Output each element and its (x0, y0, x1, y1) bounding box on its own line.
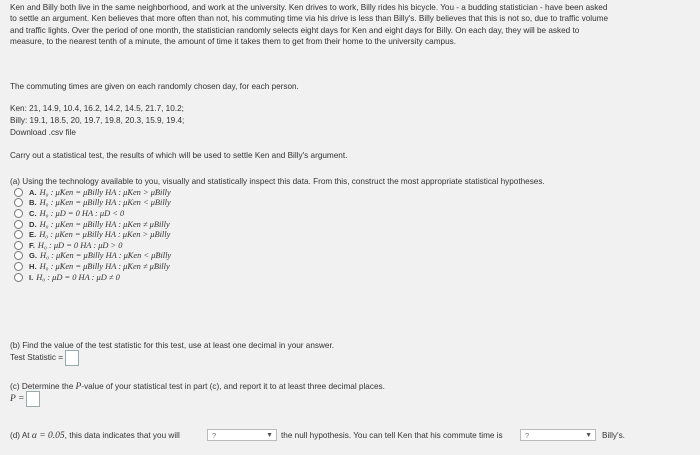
part-d-post: Billy's. (602, 431, 625, 440)
option-g-letter: G. (29, 251, 38, 261)
test-statistic-input[interactable] (65, 350, 79, 366)
option-i-letter: I. (29, 272, 34, 282)
option-a[interactable] (14, 187, 171, 198)
option-h[interactable] (14, 261, 171, 272)
option-i-text: H₀ : μD = 0 HA : μD ≠ 0 (36, 272, 120, 282)
reject-select-value: ? (212, 431, 217, 440)
p-value-label: P = (10, 394, 25, 405)
radio-d[interactable] (14, 220, 23, 229)
option-e-text: H₀ : μKen = μBilly HA : μKen > μBilly (39, 230, 171, 240)
part-c-p-variable: P (75, 382, 82, 392)
option-e[interactable] (14, 229, 171, 240)
option-f-letter: F. (29, 240, 35, 250)
option-h-letter: H. (29, 261, 37, 271)
option-f-text: H₀ : μD = 0 HA : μD > 0 (37, 240, 123, 250)
option-d[interactable] (14, 219, 171, 230)
test-statistic-label: Test Statistic = (10, 353, 64, 363)
option-a-letter: A. (29, 187, 37, 197)
option-b-text: H₀ : μKen = μBilly HA : μKen < μBilly (39, 198, 171, 208)
option-f[interactable] (14, 240, 171, 251)
intro-line-1: Ken and Billy both live in the same neighborhood, and work at the university. Ken drives to work, Billy rides his bicycle. You - a budding statistician - have been asked (10, 3, 608, 12)
option-c-letter: C. (29, 208, 37, 218)
chevron-down-icon: ▼ (266, 432, 273, 439)
hypothesis-options (14, 187, 171, 282)
radio-f[interactable] (14, 241, 23, 250)
part-d-pre: (d) At (10, 431, 30, 440)
comparison-select-value: ? (525, 431, 530, 440)
intro-line-4: measure, to the nearest tenth of a minute, the amount of time it takes them to get from their home to the university campus. (10, 37, 456, 47)
part-d-mid2: the null hypothesis. You can tell Ken that his commute time is (281, 431, 503, 440)
radio-b[interactable] (14, 198, 23, 207)
carry-out-text: Carry out a statistical test, the results of which will be used to settle Ken and Billy's argument. (10, 151, 348, 160)
part-d-alpha: α = 0.05 (31, 431, 65, 441)
part-c-prompt-post: -value of your statistical test in part (c), and report it to at least three decimal places. (81, 382, 385, 391)
option-a-text: H₀ : μ̃Ken = μ̃Billy HA : μ̃Ken > μ̃Billy (39, 187, 171, 197)
given-text: The commuting times are given on each randomly chosen day, for each person. (10, 82, 299, 91)
billy-data: Billy: 19.1, 18.5, 20, 19.7, 19.8, 20.3, 15.9, 19.4; (10, 116, 185, 125)
part-c-prompt (10, 381, 385, 394)
radio-h[interactable] (14, 262, 23, 271)
option-c-text: H₀ : μD = 0 HA : μD < 0 (39, 208, 125, 218)
option-g-text: H₀ : μ̃Ken = μ̃Billy HA : μ̃Ken < μ̃Billy (40, 251, 172, 261)
ken-data: Ken: 21, 14.9, 10.4, 16.2, 14.2, 14.5, 21.7, 10.2; (10, 104, 184, 113)
option-g[interactable] (14, 251, 171, 262)
radio-c[interactable] (14, 209, 23, 218)
option-i[interactable] (14, 272, 171, 283)
intro-line-2: to settle an argument. Ken believes that more often than not, his commuting time via his drive is less than Billy's. Billy believes that this is not so, due to traffic volume (10, 14, 609, 24)
part-b-prompt: (b) Find the value of the test statistic for this test, use at least one decimal in your answer. (10, 341, 335, 350)
option-e-letter: E. (29, 230, 37, 240)
reject-select[interactable] (207, 429, 277, 441)
option-d-text: H₀ : μKen = μBilly HA : μKen ≠ μBilly (39, 219, 170, 229)
download-csv-link[interactable]: Download .csv file (10, 128, 76, 137)
option-c[interactable] (14, 208, 171, 219)
part-a-prompt: (a) Using the technology available to you, visually and statistically inspect this data. From this, construct the most appropriate statistical hypotheses. (10, 177, 545, 186)
chevron-down-icon: ▼ (585, 432, 592, 439)
radio-e[interactable] (14, 230, 23, 239)
radio-a[interactable] (14, 188, 23, 197)
option-b[interactable] (14, 198, 171, 209)
option-h-text: H₀ : μ̃Ken = μ̃Billy HA : μ̃Ken ≠ μ̃Billy (39, 261, 170, 271)
option-d-letter: D. (29, 219, 37, 229)
part-c-prompt-pre: (c) Determine the (10, 382, 74, 391)
part-d-mid: , this data indicates that you will (64, 431, 180, 440)
intro-paragraph (10, 2, 690, 48)
test-statistic-row (10, 350, 79, 366)
p-value-row (10, 391, 40, 407)
option-b-letter: B. (29, 198, 37, 208)
part-d-text-1 (10, 430, 180, 443)
intro-line-3: and traffic lights. Over the period of one month, the statistician randomly selects eight days for Ken and eight days for Billy. On each day, they will be asked to (10, 25, 580, 35)
radio-i[interactable] (14, 273, 23, 282)
p-value-input[interactable] (26, 391, 40, 407)
comparison-select[interactable] (520, 429, 596, 441)
radio-g[interactable] (14, 251, 23, 260)
